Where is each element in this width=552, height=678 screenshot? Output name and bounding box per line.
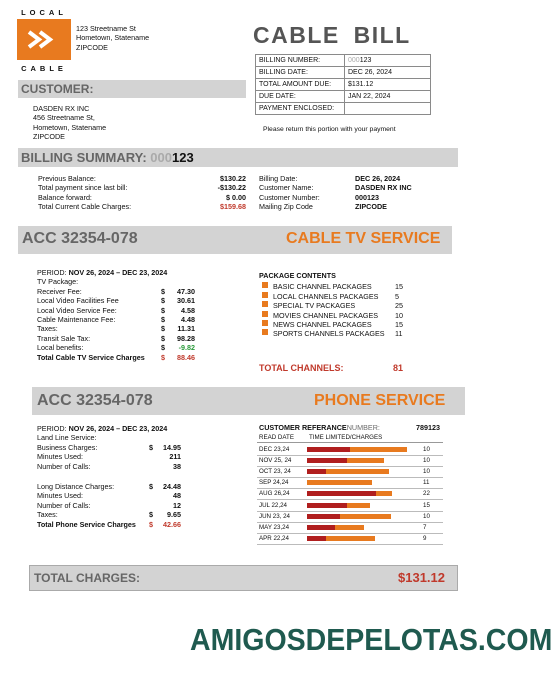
- info-value: DASDEN RX INC: [355, 183, 412, 193]
- charge-label: Local benefits:: [37, 343, 84, 353]
- usage-bar-dark: [307, 447, 350, 452]
- phone-row: [37, 482, 197, 491]
- charge-amount: 47.30: [177, 286, 195, 296]
- package-bullet-icon: [262, 301, 268, 307]
- summary-row: [38, 174, 248, 183]
- charge-label: Local Video Facilities Fee: [37, 296, 119, 306]
- usage-bar-light: [347, 503, 370, 508]
- phone-charges: [37, 424, 197, 529]
- usage-date: APR 22,24: [259, 534, 289, 542]
- charge-amount: 4.58: [181, 305, 195, 315]
- customer-heading: CUSTOMER:: [21, 82, 94, 96]
- package-name: NEWS CHANNEL PACKAGES: [273, 320, 372, 330]
- usage-date: JUL 22,24: [259, 501, 287, 509]
- usage-bar-light: [350, 447, 407, 452]
- info-row: [259, 183, 459, 192]
- usage-date: AUG 26,24: [259, 490, 290, 498]
- info-row: [259, 174, 459, 183]
- bill-info-table: [255, 54, 431, 115]
- usage-date: OCT 23, 24: [259, 468, 291, 476]
- phone-total-amount: 42.66: [163, 519, 181, 529]
- phone-total-row: [37, 520, 197, 529]
- usage-bar-dark: [307, 503, 347, 508]
- page-title: CABLE BILL: [253, 22, 411, 48]
- phone-currency: [149, 462, 159, 471]
- billing-summary-heading: [21, 150, 194, 165]
- usage-date: JUN 23, 24: [259, 512, 290, 520]
- usage-bar-dark: [307, 491, 376, 496]
- bill-info-label: PAYMENT ENCLOSED:: [256, 103, 345, 115]
- usage-header-time: TIME LIMITED/CHARGES: [309, 434, 383, 441]
- info-value: DEC 26, 2024: [355, 174, 401, 183]
- package-name: SPECIAL TV PACKAGES: [273, 301, 356, 311]
- logo-top-text: LOCAL: [21, 8, 67, 17]
- reference-label: CUSTOMER REFERANCE: [259, 423, 347, 432]
- charge-currency: $: [161, 286, 165, 296]
- logo-mark: [17, 19, 71, 60]
- info-label: Customer Number:: [259, 192, 320, 202]
- usage-value: 7: [423, 523, 427, 531]
- package-count: 25: [395, 301, 403, 311]
- charge-label: Local Video Service Fee:: [37, 305, 117, 315]
- cable-period: [37, 268, 197, 277]
- total-channels-value: 81: [393, 363, 404, 373]
- phone-amount: 12: [173, 500, 181, 510]
- phone-amount: 14.95: [163, 442, 181, 452]
- address-line: ZIPCODE: [76, 42, 108, 52]
- usage-value: 10: [423, 446, 430, 453]
- usage-bar-light: [347, 458, 384, 463]
- phone-currency: $: [149, 482, 153, 492]
- package-name: MOVIES CHANNEL PACKAGES: [273, 310, 379, 320]
- usage-bar-light: [326, 536, 376, 541]
- cable-total-label: Total Cable TV Service Charges: [37, 352, 145, 362]
- info-label: Billing Date:: [259, 174, 298, 183]
- usage-bar-light: [326, 469, 390, 474]
- return-note: Please return this portion with your payment: [263, 126, 396, 133]
- summary-row: [38, 193, 248, 202]
- billing-summary-label: BILLING SUMMARY:: [21, 150, 147, 165]
- phone-label: Taxes:: [37, 510, 58, 520]
- phone-account-number: ACC 32354-078: [37, 392, 153, 409]
- summary-value: $159.68: [220, 202, 246, 212]
- phone-label: Minutes Used:: [37, 452, 83, 462]
- usage-value: 22: [423, 490, 430, 498]
- usage-bar-light: [376, 491, 391, 496]
- usage-value: 10: [423, 457, 430, 465]
- phone-total-currency: $: [149, 519, 153, 529]
- customer-address: [33, 104, 106, 142]
- period-label: PERIOD:: [37, 424, 67, 433]
- charge-amount: 11.31: [177, 324, 195, 334]
- usage-date: NOV 25, 24: [259, 457, 292, 465]
- usage-value: 15: [423, 501, 430, 509]
- usage-date: SEP 24,24: [259, 479, 289, 487]
- bill-info-label: DUE DATE:: [256, 91, 345, 103]
- charge-currency: $: [161, 324, 165, 334]
- reference-suffix: NUMBER:: [346, 423, 380, 432]
- phone-amount: 48: [173, 491, 181, 501]
- billing-info: [259, 174, 459, 212]
- usage-bar-dark: [307, 525, 335, 530]
- bill-info-value: $131.12: [345, 79, 431, 91]
- summary-value: $130.22: [220, 174, 246, 183]
- info-label: Mailing Zip Code: [259, 202, 313, 212]
- phone-amount: 9.65: [167, 510, 181, 520]
- package-name: BASIC CHANNEL PACKAGES: [273, 282, 372, 292]
- tv-package-label: TV Package:: [37, 277, 79, 287]
- summary-row: [38, 202, 248, 211]
- phone-currency: [149, 501, 159, 510]
- phone-label: Number of Calls:: [37, 461, 91, 471]
- address-line: 123 Streetname St: [76, 24, 136, 33]
- charge-currency: $: [161, 305, 165, 315]
- package-item: [259, 292, 409, 301]
- usage-row: [257, 533, 443, 545]
- bill-info-label: BILLING NUMBER:: [256, 55, 345, 67]
- phone-amount: 211: [169, 452, 181, 462]
- period-value: NOV 26, 2024 – DEC 23, 2024: [68, 268, 168, 277]
- charge-currency: $: [161, 333, 165, 343]
- customer-line: 456 Streetname St,: [33, 113, 95, 123]
- total-channels-label: TOTAL CHANNELS:: [259, 363, 344, 373]
- cable-total-amount: 88.46: [177, 352, 195, 362]
- package-count: 15: [395, 320, 403, 330]
- charge-row: [37, 343, 197, 352]
- usage-bar-dark: [307, 536, 326, 541]
- usage-bar-light: [307, 480, 372, 485]
- phone-total-label: Total Phone Service Charges: [37, 519, 136, 529]
- usage-bar-dark: [307, 514, 340, 519]
- phone-service-title: PHONE SERVICE: [314, 392, 446, 409]
- reference-value: 789123: [416, 423, 440, 432]
- bill-info-row: [256, 55, 431, 67]
- billing-summary-rows: [38, 174, 248, 212]
- charge-label: Receiver Fee:: [37, 286, 82, 296]
- bill-info-row: [256, 67, 431, 79]
- company-address: [76, 24, 149, 52]
- package-bullet-icon: [262, 320, 268, 326]
- phone-amount: 24.48: [163, 482, 181, 492]
- usage-header-date: READ DATE: [259, 434, 294, 441]
- phone-currency: [149, 452, 159, 461]
- bill-info-value: [345, 55, 431, 67]
- usage-value: 9: [423, 534, 427, 542]
- usage-value: 10: [423, 512, 430, 520]
- bill-info-row: [256, 79, 431, 91]
- bill-info-label: TOTAL AMOUNT DUE:: [256, 79, 345, 91]
- summary-label: Total payment since last bill:: [38, 183, 128, 193]
- usage-bar-light: [335, 525, 365, 530]
- package-item: [259, 282, 409, 291]
- charge-row: [37, 296, 197, 305]
- info-row: [259, 202, 459, 211]
- info-value: 000123: [355, 192, 379, 202]
- billing-summary-number: 123: [171, 150, 194, 165]
- total-charges-label: TOTAL CHARGES:: [34, 571, 141, 585]
- charge-currency: $: [161, 315, 165, 325]
- charge-label: Cable Maintenance Fee:: [37, 315, 116, 325]
- usage-bar-dark: [307, 469, 326, 474]
- package-item: [259, 329, 409, 338]
- charge-label: Taxes:: [37, 324, 58, 334]
- charge-currency: $: [161, 343, 165, 353]
- package-contents: [259, 271, 409, 339]
- summary-value: -$130.22: [217, 183, 246, 193]
- package-bullet-icon: [262, 282, 268, 288]
- phone-currency: [149, 491, 159, 500]
- payment-enclosed-field[interactable]: [345, 103, 431, 115]
- total-charges-value: $131.12: [398, 570, 445, 585]
- phone-currency: $: [149, 442, 153, 452]
- package-count: 11: [395, 329, 403, 339]
- package-count: 15: [395, 282, 403, 292]
- cable-total-row: [37, 353, 197, 362]
- bill-info-row: [256, 91, 431, 103]
- info-label: Customer Name:: [259, 183, 314, 193]
- bill-info-value: JAN 22, 2024: [345, 91, 431, 103]
- cable-charges: [37, 268, 197, 362]
- bill-info-row: [256, 103, 431, 115]
- phone-label: Long Distance Charges:: [37, 482, 115, 492]
- bill-info-label: BILLING DATE:: [256, 67, 345, 79]
- summary-label: Balance forward:: [38, 192, 92, 202]
- usage-table: [257, 444, 443, 544]
- cable-total-currency: $: [161, 352, 165, 362]
- phone-period: [37, 424, 197, 433]
- period-label: PERIOD:: [37, 268, 67, 277]
- package-count: 10: [395, 310, 403, 320]
- usage-header-line: [257, 442, 443, 443]
- phone-label: Business Charges:: [37, 442, 98, 452]
- customer-line: DASDEN RX INC: [33, 104, 90, 113]
- summary-value: $ 0.00: [226, 192, 246, 202]
- customer-line: Hometown, Statename: [33, 122, 107, 132]
- package-name: SPORTS CHANNELS PACKAGES: [273, 329, 385, 339]
- package-item: [259, 311, 409, 320]
- summary-label: Total Current Cable Charges:: [38, 202, 132, 212]
- charge-amount: -9.82: [178, 343, 195, 353]
- package-count: 5: [395, 291, 399, 301]
- info-value: ZIPCODE: [355, 202, 387, 212]
- package-item: [259, 301, 409, 310]
- usage-value: 11: [423, 479, 430, 487]
- usage-date: MAY 23,24: [259, 523, 290, 531]
- logo-bottom-text: CABLE: [21, 64, 67, 73]
- charge-row: [37, 287, 197, 296]
- cable-service-title: CABLE TV SERVICE: [286, 230, 441, 247]
- phone-currency: $: [149, 510, 153, 520]
- customer-line: ZIPCODE: [33, 132, 65, 142]
- charge-amount: 4.48: [181, 315, 195, 325]
- charge-row: [37, 334, 197, 343]
- charge-row: [37, 315, 197, 324]
- bill-info-value: DEC 26, 2024: [345, 67, 431, 79]
- phone-label: Minutes Used:: [37, 491, 83, 501]
- usage-date: DEC 23,24: [259, 446, 290, 453]
- package-bullet-icon: [262, 292, 268, 298]
- package-bullet-icon: [262, 329, 268, 335]
- package-bullet-icon: [262, 311, 268, 317]
- period-value: NOV 26, 2024 – DEC 23, 2024: [68, 424, 168, 433]
- phone-row: [37, 501, 197, 510]
- charge-label: Transit Sale Tax:: [37, 333, 91, 343]
- charge-row: [37, 324, 197, 333]
- usage-bar-dark: [307, 458, 347, 463]
- land-line-label: Land Line Service:: [37, 433, 97, 443]
- address-line: Hometown, Statename: [76, 33, 150, 43]
- bill-number-prefix: 000: [348, 57, 360, 64]
- charge-amount: 30.61: [177, 296, 195, 306]
- summary-row: [38, 183, 248, 192]
- footer-website[interactable]: AMIGOSDEPELOTAS.COM: [190, 622, 552, 657]
- phone-amount: 38: [173, 461, 181, 471]
- company-logo: [16, 8, 72, 74]
- phone-row: [37, 462, 197, 471]
- billing-summary-prefix: 000: [150, 150, 172, 165]
- phone-row: [37, 510, 197, 519]
- cable-account-number: ACC 32354-078: [22, 230, 138, 247]
- arrows-icon: [17, 19, 71, 60]
- charge-currency: $: [161, 296, 165, 306]
- usage-value: 10: [423, 468, 430, 476]
- usage-bar-light: [340, 514, 391, 519]
- info-row: [259, 193, 459, 202]
- package-name: LOCAL CHANNELS PACKAGES: [273, 291, 379, 301]
- phone-row: [37, 452, 197, 461]
- package-item: [259, 320, 409, 329]
- phone-row: [37, 491, 197, 500]
- charge-amount: 98.28: [177, 333, 195, 343]
- bill-number: 123: [359, 57, 372, 64]
- charge-row: [37, 306, 197, 315]
- summary-label: Previous Balance:: [38, 174, 96, 183]
- phone-row: [37, 443, 197, 452]
- phone-label: Number of Calls:: [37, 500, 91, 510]
- customer-reference: [259, 423, 444, 432]
- package-heading: PACKAGE CONTENTS: [259, 271, 336, 280]
